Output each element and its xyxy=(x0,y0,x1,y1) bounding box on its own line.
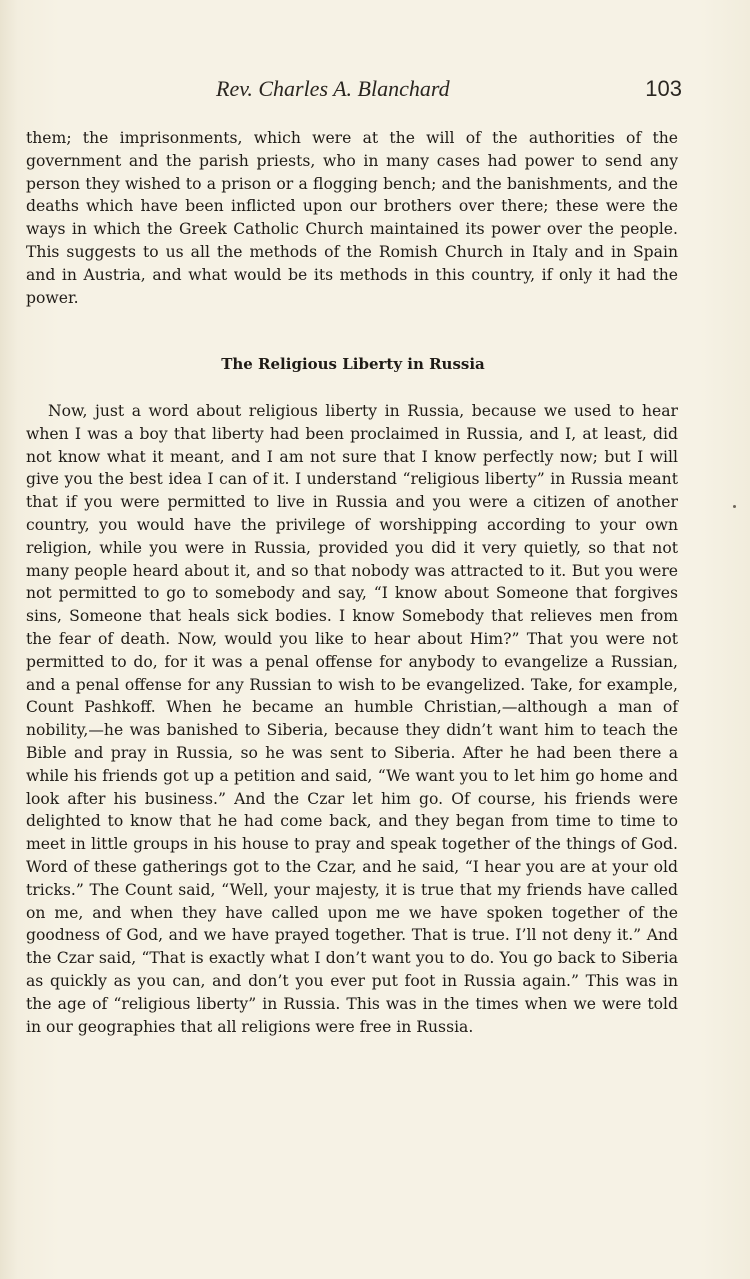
section-heading: The Religious Liberty in Russia xyxy=(221,355,485,373)
running-title: Rev. Charles A. Blanchard xyxy=(216,76,450,101)
paragraph-1: them; the imprisonments, which were at the will of the authorities of the government and the parish priests, who in many cases had power to send any person they wished to a prison or a flogging bench; and the banishments, and the deaths which have been inflicted upon our brothers over there; these were the ways in which the Greek Catholic Church maintained its power over the people. This suggests to us all the methods of the Romish Church in Italy and in Spain and in Austria, and what would be its methods in this country, if only it had the power. xyxy=(26,129,678,307)
paragraph-2: Now, just a word about religious liberty in Russia, because we used to hear when I was a boy that liberty had been proclaimed in Russia, and I, at least, did not know what it meant, and I am not sure that I know perfectly now; but I will give you the best idea I can of it. I understand “religious liberty” in Russia meant that if you were permitted to live in Russia and you were a citizen of another country, you would have the privilege of worshipping according to your own religion, while you were in Russia, provided you did it very quietly, so that not many people heard about it, and so that nobody was attracted to it. But you were not permitted to go to somebody and say, “I know about Someone that forgives sins, Someone that heals sick bodies. I know Somebody that relieves men from the fear of death. Now, would you like to hear about Him?” That you were not permitted to do, for it was a penal offense for anybody to evangelize a Russian, and a penal offense for any Russian to wish to be evangelized. Take, for example, Count Pashkoff. When he became an humble Christian,—although a man of nobility,—he was banished to Siberia, because they didn’t want him to teach the Bible and pray in Russia, so he was sent to Siberia. After he had been there a while his friends got up a petition and said, “We want you to let him go home and look after his business.” And the Czar let him go. Of course, his friends were delighted to know that he had come back, and they began from time to time to meet in little groups in his house to pray and speak together of the things of God. Word of these gatherings got to the Czar, and he said, “I hear you are at your old tricks.” The Count said, “Well, your majesty, it is true that my friends have called on me, and when they have called upon me we have spoken together of the goodness of God, and we have prayed together. That is true. I’ll not deny it.” And the Czar said, “That is exactly what I don’t want you to do. You go back to Siberia as quickly as you can, and don’t you ever put foot in Russia again.” This was in the age of “religious liberty” in Russia. This was in the times when we were told in our geographies that all religions were free in Russia. xyxy=(26,402,678,1036)
running-head xyxy=(0,76,750,106)
page-number: 103 xyxy=(645,76,682,101)
margin-speck xyxy=(733,505,736,508)
